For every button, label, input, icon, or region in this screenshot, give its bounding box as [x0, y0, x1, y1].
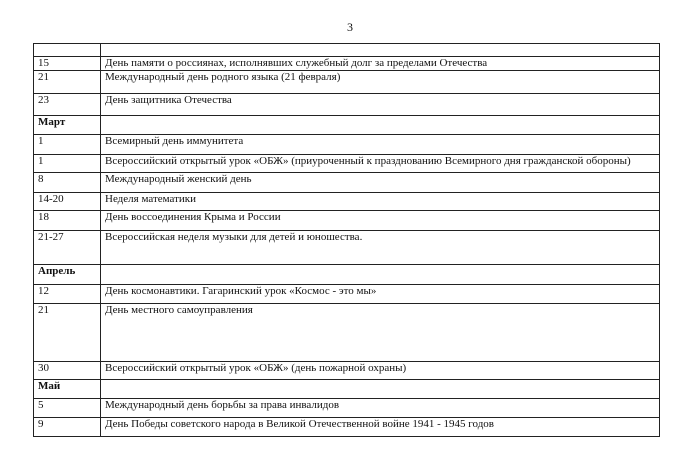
event-cell: Всероссийская неделя музыки для детей и юношества. — [101, 231, 660, 265]
event-cell — [101, 116, 660, 135]
table-row — [34, 155, 660, 173]
table-row — [34, 57, 660, 71]
events-table — [33, 43, 660, 437]
date-cell: 14-20 — [34, 193, 101, 211]
event-cell: Всемирный день иммунитета — [101, 135, 660, 155]
event-cell: День космонавтики. Гагаринский урок «Космос - это мы» — [101, 285, 660, 304]
event-cell: День Победы советского народа в Великой Отечественной войне 1941 - 1945 годов — [101, 418, 660, 437]
event-cell: Всероссийский открытый урок «ОБЖ» (приуроченный к празднованию Всемирного дня гражданской обороны) — [101, 155, 660, 173]
event-cell: Международный женский день — [101, 173, 660, 193]
event-cell: День воссоединения Крыма и России — [101, 211, 660, 231]
event-cell — [101, 265, 660, 285]
table-row — [34, 399, 660, 418]
date-cell: 30 — [34, 362, 101, 380]
date-cell: 12 — [34, 285, 101, 304]
table-row — [34, 94, 660, 116]
table-row — [34, 193, 660, 211]
month-header-row — [34, 265, 660, 285]
event-cell: Неделя математики — [101, 193, 660, 211]
events-table-body — [34, 44, 660, 437]
event-cell: День памяти о россиянах, исполнявших служебный долг за пределами Отечества — [101, 57, 660, 71]
date-cell: 21 — [34, 304, 101, 362]
table-row — [34, 211, 660, 231]
month-header-row — [34, 380, 660, 399]
date-cell: 8 — [34, 173, 101, 193]
table-row — [34, 418, 660, 437]
table-row — [34, 231, 660, 265]
table-row — [34, 71, 660, 94]
table-row — [34, 44, 660, 57]
month-name: Апрель — [34, 265, 101, 285]
table-row — [34, 304, 660, 362]
date-cell: 5 — [34, 399, 101, 418]
month-name: Май — [34, 380, 101, 399]
event-cell — [101, 380, 660, 399]
event-cell: День защитника Отечества — [101, 94, 660, 116]
date-cell: 21 — [34, 71, 101, 94]
date-cell: 18 — [34, 211, 101, 231]
table-row — [34, 173, 660, 193]
date-cell: 23 — [34, 94, 101, 116]
date-cell — [34, 44, 101, 57]
event-cell — [101, 44, 660, 57]
event-cell: Всероссийский открытый урок «ОБЖ» (день пожарной охраны) — [101, 362, 660, 380]
table-row — [34, 285, 660, 304]
table-row — [34, 362, 660, 380]
table-row — [34, 135, 660, 155]
date-cell: 1 — [34, 135, 101, 155]
date-cell: 15 — [34, 57, 101, 71]
date-cell: 21-27 — [34, 231, 101, 265]
month-name: Март — [34, 116, 101, 135]
event-cell: День местного самоуправления — [101, 304, 660, 362]
date-cell: 9 — [34, 418, 101, 437]
date-cell: 1 — [34, 155, 101, 173]
page-number: 3 — [347, 20, 353, 34]
event-cell: Международный день борьбы за права инвалидов — [101, 399, 660, 418]
event-cell: Международный день родного языка (21 февраля) — [101, 71, 660, 94]
month-header-row — [34, 116, 660, 135]
